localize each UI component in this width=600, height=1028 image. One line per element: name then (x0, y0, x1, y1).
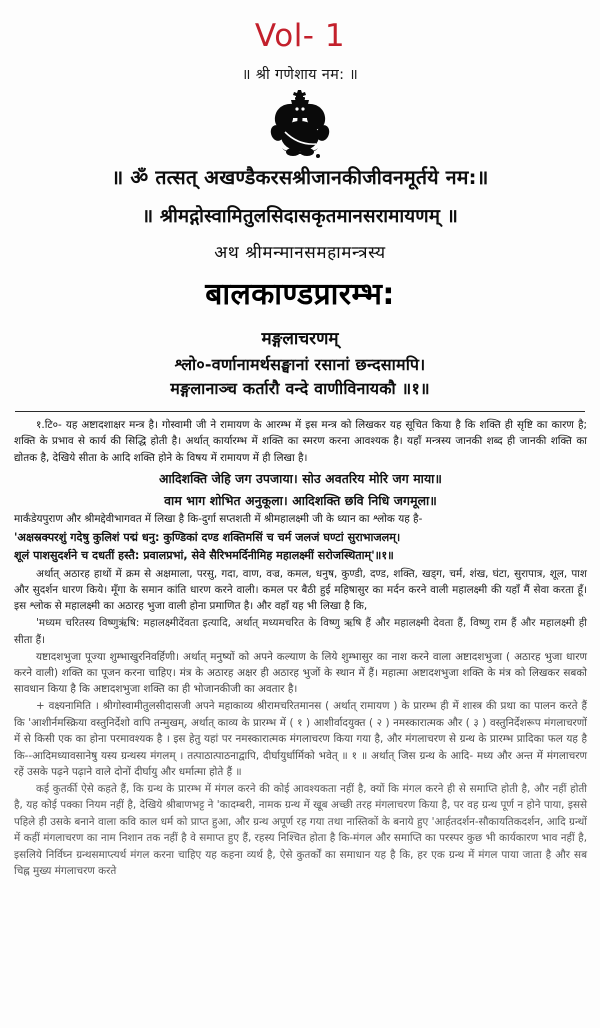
horizontal-rule-divider (15, 411, 585, 412)
ganesha-symbol-container (0, 88, 600, 158)
commentary-body (14, 417, 587, 880)
shloka-mahalakshmi-line-2: शूलं पाशसुदर्शने च दधतीं हस्तै: प्रवालप्रभां, सेवे सैरिभमर्दिनीमिह महालक्ष्मीं सरोजस्थिताम्'॥१॥ (14, 549, 394, 563)
commentary-paragraph-ashtadashbhuja: यष्टादशभुजा पूज्या शुम्भाखुरनिवर्हिणी। अर्थात् मनुष्यों को अपने कल्याण के लिये शुम्भासुर का नाश करने वाला अष्टादशभुजा ( अठारह भुजा धारण करने वाली) शक्ति का पूजन करना चाहिए। मंत्र के अठारह अक्षर ही अठारह भुजों के स्थान में हैं। महात्मा अष्टादशभुजा शक्ति के मंत्र को लिखकर सबको सावधान किया है कि अष्टादशभुजा शक्ति का ही भोजानकीजी का अवतार है। (14, 650, 587, 696)
invocation-line-3: अथ श्रीमन्मानसमहामन्त्रस्य (214, 243, 386, 263)
volume-label: Vol- 1 (254, 18, 346, 54)
commentary-paragraph-kutarki: कई कुतर्की ऐसे कहते हैं, कि ग्रन्थ के प्रारम्भ में मंगल करने की कोई आवश्यकता नहीं है, क्यों कि मंगल करने ही से समाप्ति होती है, और नहीं होती है, यह कोई पक्का नियम नहीं है, देखिये श्रीबाणभट्ट ने 'कादम्बरी, नामक ग्रन्थ में खूब अच्छी तरह मंगलाचरण किया है, पर वह ग्रन्थ पूर्ण न होने पाया, इससे पहिले ही उसके बनाने वाला कवि काल धर्म को प्राप्त हुआ, और ग्रन्थ अपूर्ण रह गया तथा नास्तिकों के बनाये हुए 'आर्हतदर्शन-सौकायतिकदर्शन, आदि ग्रन्थों में कहीं मंगलाचरण का नाम निशान तक नहीं है वे समाप्त हुए हैं, रहस्य निश्चित होता है कि-मंगल और समाप्ति का परस्पर कुछ भी कार्यकारण भाव नहीं है, इसलिये निर्विघ्न ग्रन्थसमाप्त्यर्थ मंगल करना चाहिए यह कहना व्यर्थ है, ऐसे कुतर्कों का समाधान यह है कि, हर एक ग्रन्थ में मंगल पाया जाता है और सब चिह्न मुख्य मंगलाचरण करते (14, 782, 587, 877)
commentary-paragraph-vakshyami: + वक्ष्यनामिति । श्रीगोस्वामीतुलसीदासजी अपने महाकाव्य श्रीरामचरितमानस ( अर्थात् रामायण ) के प्रारम्भ ही में शास्त्र की प्रथा का पालन करते हैं कि 'आशीर्नमस्क्रिया वस्तुनिर्देशो वापि तन्मुखम्, अर्थात् काव्य के प्रारम्भ में ( १ ) आशीर्वादयुक्त ( २ ) नमस्कारात्मक और ( ३ ) वस्तुनिर्देशरूप मंगलाचरणों में से किसी एक का होना परमावश्यक है । इस हेतु यहां पर नमस्कारात्मक मंगलाचरण किया गया है, और मंगलाचरण से ग्रन्थ के प्रारम्भ प्रादिका फल यह है कि--आदिमध्यावसानेषु यस्य ग्रन्थस्य मंगलम् । तत्पाठात्पाठनाद्वापि, दीर्घायुर्धार्मिको भवेत् ॥ १ ॥ अर्थात् जिस ग्रन्थ के आदि- मध्य और अन्त में मंगलाचरण रहें उसके पढ़ने पढ़ाने वाले दोनों दीर्घायु और धर्मात्मा होते हैं ॥ (14, 700, 587, 778)
ganesha-invocation-line: ॥ श्री गणेशाय नम: ॥ (241, 67, 359, 83)
invocation-line-1: ॥ ॐ तत्सत् अखण्डैकरसश्रीजानकीजीवनमूर्तये नम:॥ (111, 166, 489, 189)
commentary-paragraph-arthat: अर्थात् अठारह हाथों में क्रम से अक्षमाला, परसु, गदा, वाण, वज्र, कमल, धनुष, कुण्डी, दण्ड, शक्ति, खड्ग, चर्म, शंख, घंटा, सुरापात्र, शूल, पाश और सुदर्शन धारण किये। मूँगा के समान कांति धारण करने वाली। कमल पर बैठी हुई महिषासुर का मर्दन करने वाली महालक्ष्मी की यहाँ मैं सेवा करता हूँ। इस श्लोक से महालक्ष्मी का अठारह भुजा वाली होना प्रमाणित है। और वहाँ यह भी लिखा है कि, (14, 567, 587, 613)
commentary-footnote-1: १.टि०- यह अष्टादशाक्षर मन्त्र है। गोस्वामी जी ने रामायण के आरम्भ में इस मन्त्र को लिखकर यह सूचित किया है कि शक्ति ही सृष्टि का कारण है; शक्ति के प्रभाव से कार्य की सिद्धि होती है। अर्थात् कार्यारम्भ में शक्ति का स्मरण करना आवश्यक है। यहाँ मन्त्रस्य जानकी शब्द ही जानकी शक्ति का द्योतक है, देखिये सीता के आदि शक्ति होने के विषय में रामायण में ही लिखा है। (14, 419, 587, 464)
invocation-line-2: ॥ श्रीमद्गोस्वामितुलसिदासकृतमानसरामायणम् ॥ (141, 206, 459, 227)
quoted-couplet-line-2: वाम भाग शोभित अनुकूला। आदिशक्ति छवि निधि जगमूला॥ (164, 493, 437, 509)
mangalacharanam-verse-line-1: श्लो०-वर्णानामर्थसङ्घानां रसानां छन्दसामपि। (174, 355, 426, 374)
page-title: बालकाण्डप्रारम्भ: (205, 277, 395, 312)
commentary-paragraph-markandeya: मार्कंडेयपुराण और श्रीमद्देवीभागवत में लिखा है कि-दुर्गा सप्तशती में श्रीमहालक्ष्मी जी के ध्यान का श्लोक यह है- (14, 513, 423, 526)
ganesha-symbol (263, 88, 337, 158)
mangalacharanam-verse-line-2: मङ्गलानाञ्च कर्तारौ वन्दे वाणीविनायकौ ॥१॥ (170, 379, 430, 398)
section-title-mangalacharanam: मङ्गलाचरणम् (261, 329, 339, 349)
quoted-couplet-line-1: आदिशक्ति जेहि जग उपजाया। सोउ अवतरिय मोरि जग माया॥ (158, 471, 443, 487)
shloka-mahalakshmi-line-1: 'अक्षस्रक्परशुं गदेषु कुलिशं पद्मं धनु: कुण्डिकां दण्ड शक्तिमसिं च चर्म जलजं घण्टां सुराभाजलम्। (14, 530, 401, 544)
commentary-paragraph-madhyam: 'मध्यम चरितस्य विष्णुऋंषि: महालक्ष्मीदेंवता इत्यादि, अर्थात् मध्यमचरित के विष्णु ऋषि हैं और महालक्ष्मी देवता हैं, विष्णु राम हैं और महालक्ष्मी ही सीता हैं। (14, 617, 587, 646)
